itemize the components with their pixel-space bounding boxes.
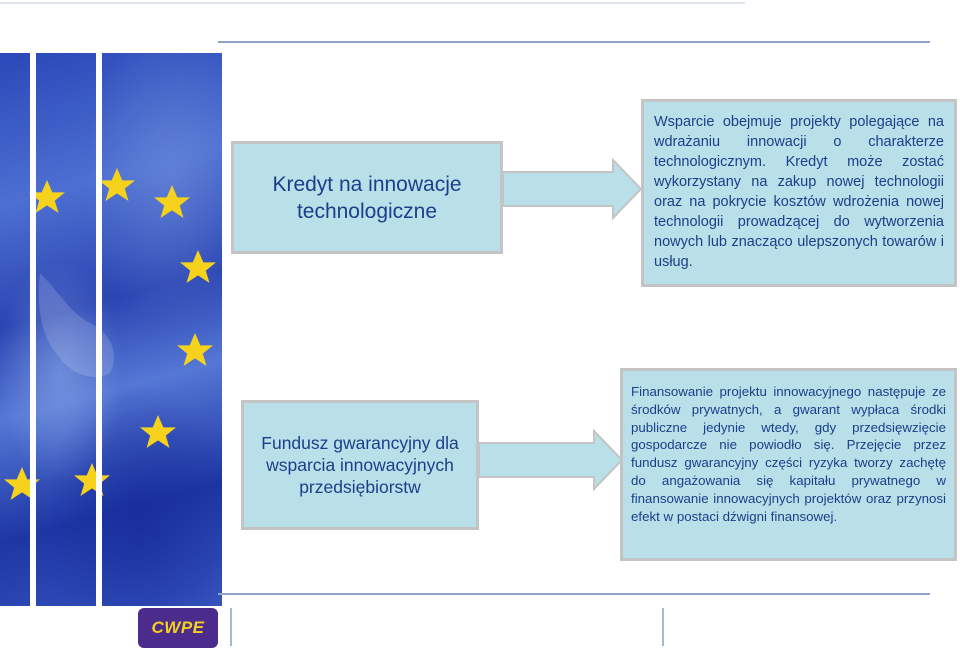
footer-divider xyxy=(662,608,664,646)
footer-divider xyxy=(230,608,232,646)
section-1-title-box xyxy=(231,141,503,254)
section-1-description-box xyxy=(641,99,957,287)
section-1-description: Wsparcie obejmuje projekty polegające na wdrażaniu innowacji o charakterze technologicznym. Kredyt może zostać wykorzystany na zakup nowej technologii oraz na pokrycie kosztów wdrożenia nowej technologii prowadzącej do wytworzenia nowych lub znacząco ulepszonych towarów i usług. xyxy=(654,114,944,270)
logo-text: CWPE xyxy=(151,618,205,637)
section-1-title: Kredyt na innowacje technologiczne xyxy=(272,172,462,223)
star-icon xyxy=(99,168,135,201)
section-2-description: Finansowanie projektu innowacyjnego następuje ze środków prywatnych, a gwarant wypłaca środki publiczne jedynie wtedy, gdy przedsięwzięcie gospodarcze nie powiodło się. Przejęcie przez fundusz gwarancyjny części ryzyka tworzy zachętę do angażowania się kapitału prywatnego w finansowanie innowacyjnych projektów oraz przynosi efekt w postaci dźwigni finansowej. xyxy=(631,384,946,524)
flag-stripe xyxy=(96,53,102,606)
star-icon xyxy=(180,250,216,283)
star-icon xyxy=(154,185,190,218)
flag-stripe xyxy=(30,53,36,606)
section-2-title: Fundusz gwarancyjny dla wsparcia innowacyjnych przedsiębiorstw xyxy=(261,433,459,497)
section-2-title-box xyxy=(241,400,479,530)
top-rule-light xyxy=(0,2,745,4)
star-icon xyxy=(177,333,213,366)
bottom-rule xyxy=(218,593,930,595)
arrow-right-icon xyxy=(503,158,643,220)
map-overlay xyxy=(39,273,114,377)
top-rule xyxy=(218,41,930,43)
cwpe-logo xyxy=(138,608,218,648)
arrow-right-icon xyxy=(479,429,624,491)
star-icon xyxy=(140,415,176,448)
eu-flag-image xyxy=(0,53,222,606)
section-2-description-box xyxy=(620,368,957,561)
star-icon xyxy=(74,463,110,496)
